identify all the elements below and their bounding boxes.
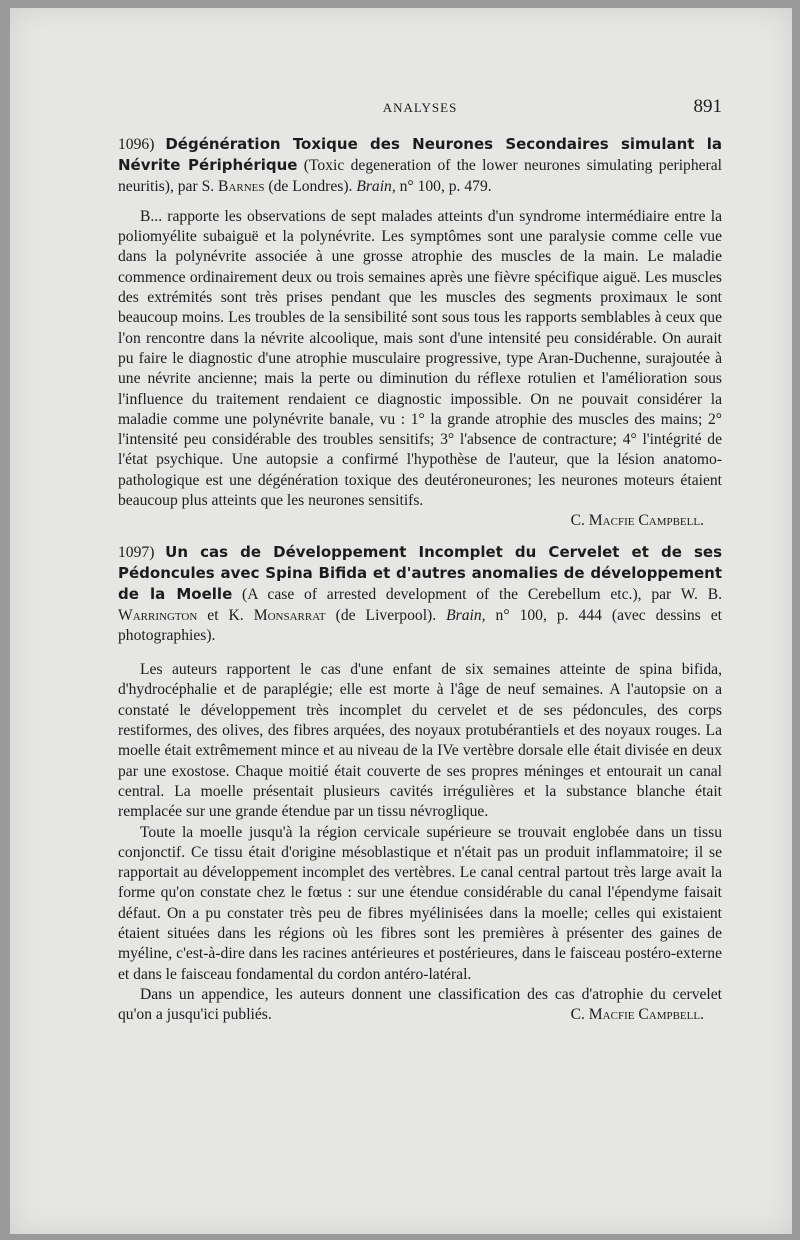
- running-head-title: ANALYSES: [382, 100, 458, 115]
- citation-text: (de Liverpool).: [325, 606, 447, 624]
- signature-text: C. Macfie Campbell.: [570, 512, 704, 530]
- paragraph-text: Dans un appendice, les auteurs donnent une classification des cas d'atrophie du cervelet qu'on a jusqu'ici publiés.: [118, 985, 722, 1024]
- entry-1096-heading: [118, 134, 722, 197]
- article-body: [118, 134, 722, 1025]
- citation-text: et K.: [197, 606, 254, 624]
- entry-title: Dégénération Toxique des Neurones Secondaires simulant la Névrite Périphérique: [118, 135, 722, 175]
- entry-number: 1097): [118, 543, 155, 561]
- citation-text: (Toxic degeneration of the lower neurones simulating peripheral neuritis), par S.: [118, 157, 722, 195]
- journal-name: Brain,: [446, 606, 486, 624]
- page: [10, 8, 792, 1234]
- entry-number: 1096): [118, 136, 155, 153]
- entry-1097-heading: [118, 542, 722, 646]
- entry-1096-paragraph: B... rapporte les observations de sept malades atteints d'un syndrome intermédiaire entre la poliomyélite subaiguë et la polynévrite. Les symptômes sont une paralysie comme celle vue dans la polynévrite associée à une grosse atrophie des muscles de la main. Le maladie commence ordinairement deux ou trois semaines après une fièvre spécifique aiguë. Les muscles des extrémités sont très prises pendant que les muscles des segments proximaux le sont beaucoup moins. Les troubles de la sensibilité sont sous tous les rapports semblables à ceux que l'on rencontre dans la névrite alcoolique, mais sont d'une intensité peu considérable. On aurait pu faire le diagnostic d'une atrophie musculaire progressive, type Aran-Duchenne, surajoutée à une névrite ancienne; mais la perte ou diminution du réflexe rotulien et l'amélioration sous l'influence du traitement rendaient ce diagnostic impossible. On ne pouvait considérer la maladie comme une polynévrite banale, vu : 1° la grande atrophie des muscles des mains; 2° l'intensité peu considérable des troubles sensitifs; 3° l'absence de contracture; 4° l'intégrité de l'état psychique. Une autopsie a confirmé l'hypothèse de l'auteur, que la lésion anatomo-pathologique est une dégénération toxique des deutéroneurones; les neurones moteurs étaient beaucoup plus atteints que les neurones sensitifs.: [118, 207, 722, 510]
- journal-name: Brain,: [356, 177, 396, 195]
- author-name: Warrington: [118, 606, 198, 624]
- citation-text: (A case of arrested development of the Cerebellum etc.), par W. B.: [232, 586, 722, 604]
- entry-title: Un cas de Développement Incomplet du Cervelet et de ses Pédoncules avec Spina Bifida et d'autres anomalies de développement de la Moelle: [118, 542, 722, 604]
- entry-1097-paragraph: Toute la moelle jusqu'à la région cervicale supérieure se trouvait englobée dans un tissu conjonctif. Ce tissu était d'origine mésoblastique et n'était pas un produit inflammatoire; il se rapportait au développement incomplet des vertèbres. Le canal central partout très large avait la forme qu'on constate chez le fœtus : sur une étendue considérable du canal l'épendyme faisait défaut. On a pu constater très peu de fibres myélinisées dans la moelle; celles qui existaient étaient situées dans les régions où les fibres sont les premières à présenter des gaines de myéline, c'est-à-dire dans les racines antérieures et postérieures, dans le faisceau postéro-externe et dans le faisceau fondamental du cordon antéro-latéral.: [118, 823, 722, 983]
- entry-1097-paragraph: Les auteurs rapportent le cas d'une enfant de six semaines atteinte de spina bifida, d'hydrocéphalie et de paraplégie; elle est morte à l'âge de neuf semaines. A l'autopsie on a constaté le développement très incomplet du cervelet et de ses pédoncules, des corps restiformes, des olives, des fibres arquées, des noyaux protubérantiels et des noyaux rouges. La moelle était extrêmement mince et au niveau de la IVe vertèbre dorsale elle était divisée en deux par une exostose. Chaque moitié était couverte de ses propres méninges et entourait un canal central. La moelle présentait plusieurs cavités irrégulières et la substance blanche était remplacée sur une grande étendue par un tissu névroglique.: [118, 661, 722, 821]
- citation-text: n° 100, p. 479.: [395, 177, 492, 195]
- entry-1096-signature: [118, 511, 722, 531]
- author-name: Monsarrat: [253, 606, 326, 624]
- entry-1097-signature: C. Macfie Campbell.: [570, 1006, 704, 1024]
- page-number: 891: [693, 96, 722, 117]
- author-name: Barnes: [218, 177, 265, 195]
- citation-text: n° 100, p. 444 (avec dessins et photographies).: [118, 606, 722, 644]
- citation-text: (de Londres).: [264, 177, 357, 195]
- running-head: [118, 96, 722, 120]
- entry-1097-last-paragraph: [118, 985, 722, 1026]
